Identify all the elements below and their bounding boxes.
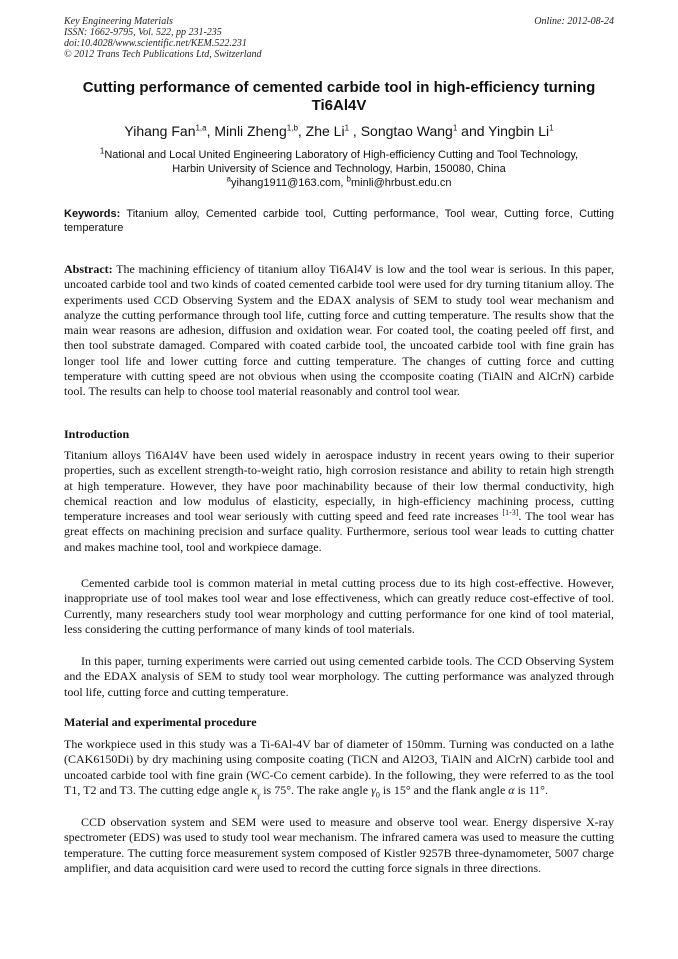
doi-line: doi:10.4028/www.scientific.net/KEM.522.231 [64,38,247,49]
affiliation-line-2: Harbin University of Science and Technology, Harbin, 150080, China [172,163,506,175]
alpha-symbol: α [508,782,515,797]
keywords [64,207,614,235]
email-line: $^a$yihang1911@163.com, $^b$minli@hrbust.edu.cn [226,174,452,189]
author-affil-mark: 1,a [195,123,207,133]
email-b: minli@hrbust.edu.cn [351,177,452,189]
journal-name: Key Engineering Materials [64,16,173,27]
author-name: Yingbin Li [488,123,550,139]
author-affil-mark: 1 [344,123,350,133]
email-a: yihang1911@163.com, [231,177,347,189]
online-date: Online: 2012-08-24 [534,16,614,27]
abstract-label: Abstract: [64,262,113,276]
author-name: Yihang Fan [124,123,196,139]
gamma-symbol: γ [371,782,376,797]
abstract-text: The machining efficiency of titanium alloy Ti6Al4V is low and the tool wear is serious. In this paper, uncoated carbide tool and two kinds of coated cemented carbide tool were used for dry turning titanium alloy. The experiments used CCD Observing System and the EDAX analysis of SEM to study tool wear mechanism and analyze the cutting performance through tool life, cutting force and cutting temperature. The results show that the main wear reasons are adhesion, diffusion and oxidation wear. For coated tool, the coating peeled off first, and then tool substrate damaged. Compared with coated carbide tool, the uncoated carbide tool with fine grain has longer tool life and lower cutting force and cutting temperature. The changes of cutting force and cutting temperature with cutting speed are not obvious when using the ccomposite coating (TiAlN and AlCrN) carbide tool. The results can help to choose tool material reasonably and control tool wear. [64,262,614,399]
section-heading-introduction: Introduction [64,427,130,441]
copyright-line: © 2012 Trans Tech Publications Ltd, Switzerland [64,49,262,60]
author-name: Zhe Li [305,123,345,139]
keywords-label: Keywords: [64,208,121,220]
author-affil-mark: 1 [452,123,458,133]
affiliation-line-1: National and Local United Engineering Laboratory of High-efficiency Cutting and Tool Technology, [104,149,579,161]
abstract [64,262,614,400]
intro-paragraph-1: Titanium alloys Ti6Al4V have been used widely in aerospace industry in recent years owing to their superior properties, such as excellent strength-to-weight ratio, high corrosion resistance and ability to retain high strength at high temperature. However, they have poor machinability because of their low thermal conductivity, high chemical reaction and low modulus of elasticity, especially, in high-efficiency machining process, cutting temperature increases and tool wear seriously with cutting speed and feed rate increases [1-3]. The tool wear has great effects on machining precision and surface quality. Furthermore, serious tool wear leads to cutting chatter and makes machine tool, tool and workpiece damage. [64,448,615,554]
section-heading-materials: Material and experimental procedure [64,715,257,729]
kappa-symbol: κ [251,782,258,797]
author-affil-mark: 1,b [286,123,298,133]
issn-line: ISSN: 1662-9795, Vol. 522, pp 231-235 [64,27,222,38]
keywords-text: Titanium alloy, Cemented carbide tool, Cutting performance, Tool wear, Cutting force, Cutting temperature [64,208,614,234]
author-list: Yihang Fan$^{1,a}$, Minli Zheng$^{1,b}$, Zhe Li$^1$ , Songtao Wang$^1$ and Yingbin Li$^1$ [124,123,554,139]
citation: [1-3] [502,508,519,518]
author-name: Songtao Wang [360,123,453,139]
author-affil-mark: 1 [549,123,554,133]
intro-paragraph-2: Cemented carbide tool is common material in metal cutting process due to its high cost-effective. However, inappropriate use of tool makes tool wear and lose effectiveness, which can greatly reduce cost-effective of tool. Currently, many researchers study tool wear morphology and cutting performance for one kind of tool material, less considering the cutting performance of many kinds of tool materials. [64,576,614,636]
affiliation: $^1$National and Local United Engineering Laboratory of High-efficiency Cutting and Tool Technology, Harbin University of Science and Technology, Harbin, 150080, China $^a$yihang1911@163.com, $^b$minli@hrbust.edu.cn [64,148,614,190]
author-name: Minli Zheng [214,123,287,139]
materials-paragraph-1: The workpiece used in this study was a Ti-6Al-4V bar of diameter of 150mm. Turning was conducted on a lathe (CAK6150Di) by dry machining using composite coating (TiCN and Al2O3, TiAlN and AlCrN) carbide tool and uncoated carbide tool with fine grain (WC-Co cement carbide). In the following, they were referred to as the tool T1, T2 and T3. The cutting edge angle $\kappa_\gamma$ is 75°. The rake angle $\gamma_0$ is 15° and the flank angle α is 11°. [64,737,614,800]
materials-paragraph-2: CCD observation system and SEM were used to measure and observe tool wear. Energy dispersive X-ray spectrometer (EDS) was used to study tool wear mechanism. The infrared camera was used to measure the cutting temperature. The cutting force measurement system composed of Kistler 9257B three-dynamometer, 5007 charge amplifier, and data acquisition card were used to record the cutting force signals in three directions. [64,815,614,875]
paper-title: Cutting performance of cemented carbide tool in high-efficiency turning Ti6Al4V [82,79,596,114]
intro-paragraph-3: In this paper, turning experiments were carried out using cemented carbide tools. The CCD Observing System and the EDAX analysis of SEM to study tool wear morphology. The cutting performance was analyzed through tool life, cutting force and cutting temperature. [64,654,614,699]
